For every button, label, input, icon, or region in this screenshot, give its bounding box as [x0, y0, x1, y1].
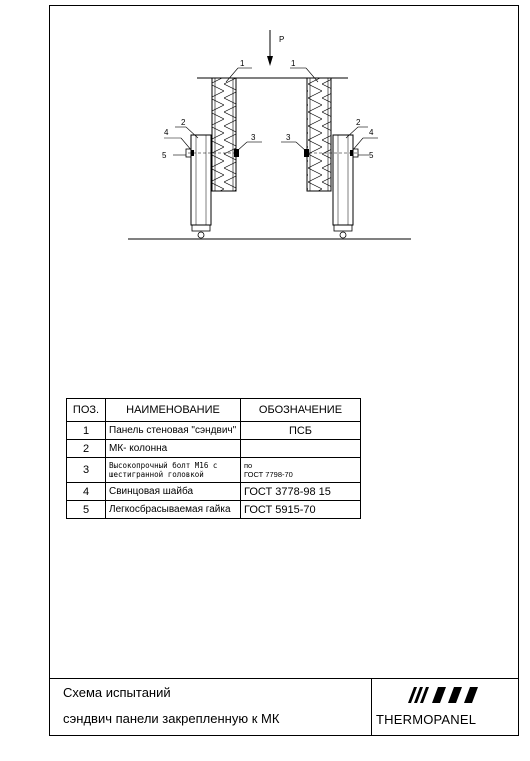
table-row: [67, 483, 361, 501]
row-designation-cell: [241, 458, 361, 483]
left-callout-2: 2: [181, 118, 186, 127]
brand-name: THERMOPANEL: [376, 712, 477, 727]
left-callout-3: 3: [251, 133, 256, 142]
load-label: P: [279, 35, 285, 44]
right-callout-3: 3: [286, 133, 291, 142]
row-name: Свинцовая шайба: [106, 483, 241, 501]
right-assembly: [281, 59, 378, 238]
row-name: Панель стеновая "сэндвич": [106, 422, 241, 440]
header-designation: ОБОЗНАЧЕНИЕ: [241, 399, 361, 422]
row-name: Легкосбрасываемая гайка: [106, 501, 241, 519]
right-support: [340, 232, 346, 238]
row-designation-line2: ГОСТ 7798-70: [244, 470, 293, 479]
right-sandwich-panel: [307, 78, 331, 191]
left-column: [191, 135, 211, 225]
table-header-row: [67, 399, 361, 422]
right-column: [333, 135, 353, 225]
row-name: МК- колонна: [106, 440, 241, 458]
row-name-cell: [106, 458, 241, 483]
title-block: [49, 678, 519, 736]
thermopanel-logo-icon: [404, 685, 484, 705]
row-pos: 4: [67, 483, 106, 501]
left-callout-4: 4: [164, 128, 169, 137]
row-designation: [241, 440, 361, 458]
table-row: [67, 422, 361, 440]
specification-table: [66, 398, 361, 519]
left-support: [198, 232, 204, 238]
left-callout-5: 5: [162, 151, 167, 160]
table-row: [67, 440, 361, 458]
row-designation: ГОСТ 5915-70: [241, 501, 361, 519]
header-name: НАИМЕНОВАНИЕ: [106, 399, 241, 422]
table-row: [67, 501, 361, 519]
left-assembly: [162, 59, 262, 238]
row-pos: 1: [67, 422, 106, 440]
header-pos: ПОЗ.: [67, 399, 106, 422]
left-sandwich-panel: [212, 78, 236, 191]
left-washer: [191, 150, 194, 156]
right-callout-2: 2: [356, 118, 361, 127]
right-washer: [350, 150, 353, 156]
right-callout-5: 5: [369, 151, 374, 160]
right-callout-4: 4: [369, 128, 374, 137]
table-row: [67, 458, 361, 483]
row-designation: ГОСТ 3778-98 15: [241, 483, 361, 501]
right-callout-1: 1: [291, 59, 296, 68]
left-callout-1: 1: [240, 59, 245, 68]
row-designation: ПСБ: [241, 422, 361, 440]
row-name: Высокопрочный болт М16 с шестигранной головкой: [109, 461, 218, 479]
row-pos: 2: [67, 440, 106, 458]
row-pos: 3: [67, 458, 106, 483]
title-divider: [371, 679, 372, 736]
load-arrow: [267, 30, 284, 66]
title-line-1: Схема испытаний: [63, 685, 171, 700]
title-line-2: сэндвич панели закрепленную к МК: [63, 711, 280, 726]
row-pos: 5: [67, 501, 106, 519]
row-designation-line1: по: [244, 461, 253, 470]
